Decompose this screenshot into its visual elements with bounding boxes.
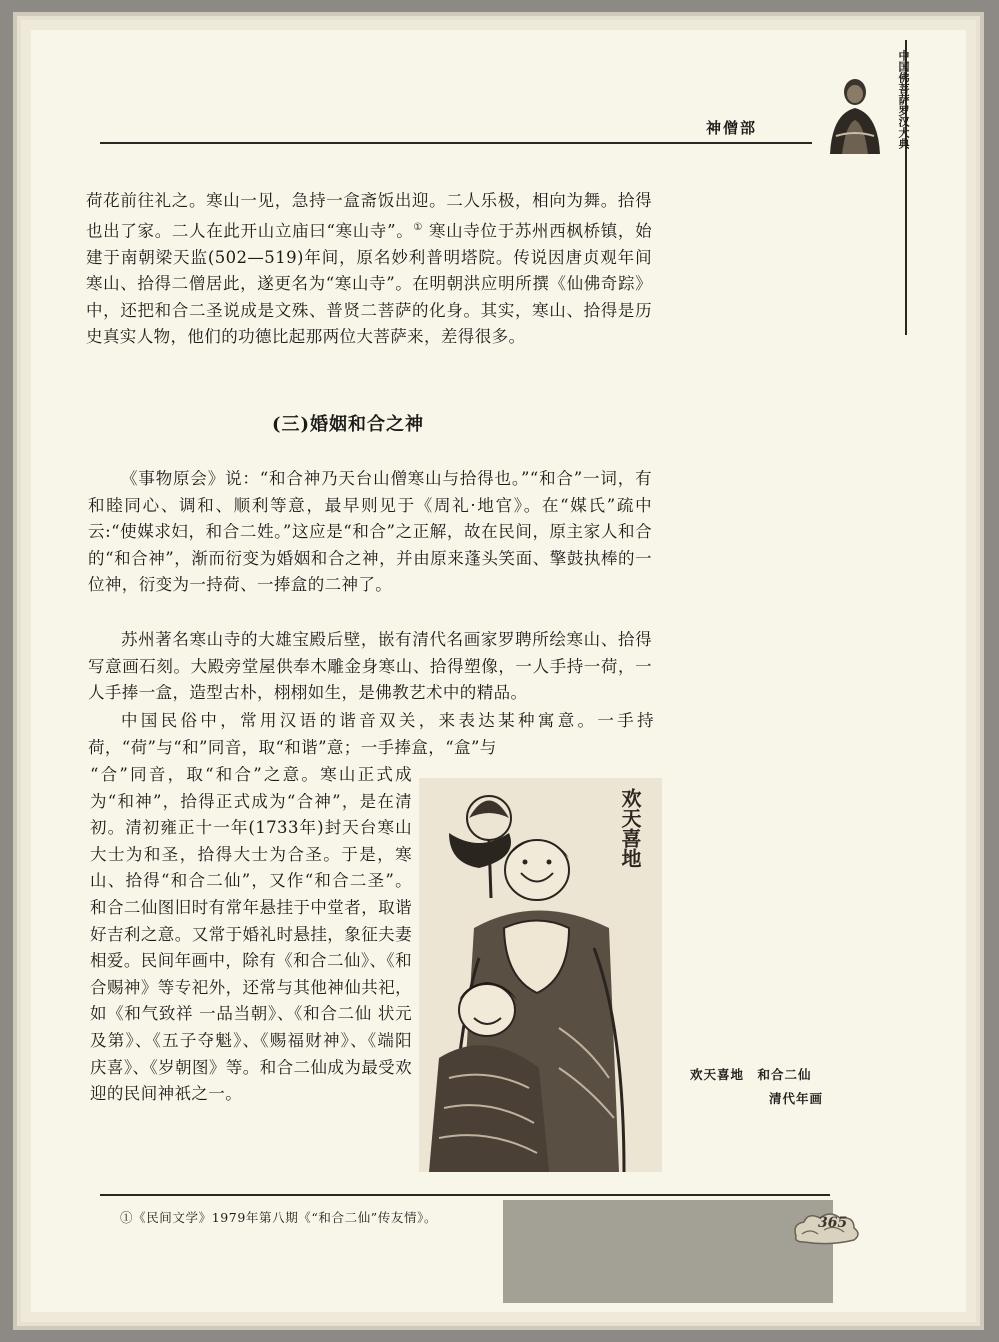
paragraph-3: 苏州著名寒山寺的大雄宝殿后壁，嵌有清代名画家罗聘所绘寒山、拾得写意画石刻。大殿旁堂屋供奉木雕金身寒山、拾得塑像，一人手持一荷，一人手捧一盒，造型古朴，栩栩如生，是佛教艺术中的精品。	[88, 630, 652, 703]
page-edge-tab	[503, 1200, 833, 1303]
section-heading: (三)婚姻和合之神	[272, 414, 425, 435]
figure-caption: 欢天喜地 和合二仙	[690, 1067, 812, 1082]
header-rule	[100, 142, 812, 144]
page-number: 365	[818, 1215, 848, 1231]
new-year-print-image	[419, 778, 662, 1172]
paragraph-4-top: 中国民俗中，常用汉语的谐音双关，来表达某种寓意。一手持荷，“荷”与“和”同音，取“和谐”意；一手捧盒，“盒”与	[88, 711, 654, 757]
monk-portrait-icon	[822, 74, 888, 154]
paragraph-4-wrapped: “合”同音，取“和合”之意。寒山正式成为“和神”，拾得正式成为“合神”，是在清初。清初雍正十一年(1733年)封天台寒山大士为和圣，拾得大士为合圣。于是，寒山、拾得“和合二仙”，又作“和合二圣”。和合二仙图旧时有常年悬挂于中堂者，取谐好吉利之意。又常于婚礼时悬挂，象征夫妻相爱。民间年画中，除有《和合二仙》、《和合赐神》等专祀外，还常与其他神仙共祀，如《和气致祥 一品当朝》、《和合二仙 状元及第》、《五子夺魁》、《赐福财神》、《端阳庆喜》、《岁朝图》等。和合二仙成为最受欢迎的民间神祇之一。	[90, 765, 412, 1104]
footnote-marker: ①	[413, 221, 424, 233]
paragraph-1: 荷花前往礼之。寒山一见，急持一盒斋饭出迎。二人乐极，相向为舞。拾得也出了家。二人在此开山立庙曰“寒山寺”。① 寒山寺位于苏州西枫桥镇，始建于南朝梁天监(502—519)年间，原名妙利普明塔院。传说因唐贞观年间寒山、拾得二僧居此，遂更名为“寒山寺”。在明朝洪应明所撰《仙佛奇踪》中，还把和合二圣说成是文殊、普贤二菩萨的化身。其实，寒山、拾得是历史真实人物，他们的功德比起那两位大菩萨来，差得很多。	[86, 191, 652, 347]
book-title-vertical: 中国佛菩萨罗汉大典	[897, 50, 910, 149]
section-name: 神僧部	[706, 119, 758, 137]
print-inscription: 欢天喜地	[618, 788, 642, 868]
footnote: ①《民间文学》1979年第八期《“和合二仙”传友情》。	[120, 1210, 438, 1225]
footnote-rule	[100, 1194, 830, 1196]
paragraph-2: 《事物原会》说：“和合神乃天台山僧寒山与拾得也。”“和合”一词，有和睦同心、调和、顺利等意，最早则见于《周礼·地官》。在“媒氏”疏中云:“使媒求妇，和合二姓。”这应是“和合”之正解，故在民间，原主家人和合的“和合神”，渐而衍变为婚姻和合之神，并由原来蓬头笑面、擎鼓执棒的一位神，衍变为一持荷、一捧盒的二神了。	[88, 469, 652, 595]
figure-caption-source: 清代年画	[769, 1091, 824, 1106]
